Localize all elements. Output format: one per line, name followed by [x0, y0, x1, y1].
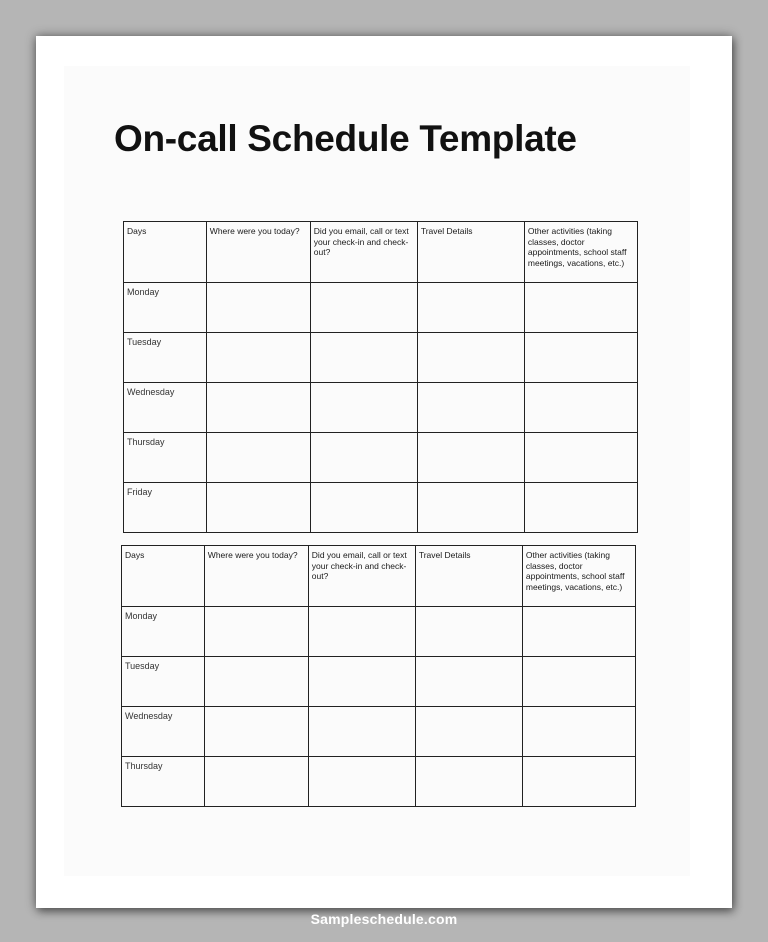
check-in-cell[interactable] — [308, 607, 415, 657]
day-label: Friday — [124, 483, 207, 533]
check-in-cell[interactable] — [310, 283, 417, 333]
location-cell[interactable] — [206, 333, 310, 383]
travel-cell[interactable] — [415, 607, 522, 657]
table-row — [124, 383, 638, 433]
table-row — [124, 433, 638, 483]
check-in-cell[interactable] — [308, 657, 415, 707]
location-cell[interactable] — [206, 283, 310, 333]
location-cell[interactable] — [204, 707, 308, 757]
header-travel: Travel Details — [415, 546, 522, 607]
header-row — [122, 546, 636, 607]
day-label: Thursday — [122, 757, 205, 807]
header-days: Days — [124, 222, 207, 283]
activities-cell[interactable] — [522, 707, 635, 757]
header-days: Days — [122, 546, 205, 607]
table-row — [122, 657, 636, 707]
check-in-cell[interactable] — [310, 483, 417, 533]
activities-cell[interactable] — [522, 607, 635, 657]
travel-cell[interactable] — [417, 283, 524, 333]
activities-cell[interactable] — [524, 433, 637, 483]
check-in-cell[interactable] — [310, 433, 417, 483]
header-check-in: Did you email, call or text your check-in and check-out? — [310, 222, 417, 283]
location-cell[interactable] — [204, 607, 308, 657]
header-check-in: Did you email, call or text your check-in and check-out? — [308, 546, 415, 607]
table-row — [124, 283, 638, 333]
location-cell[interactable] — [206, 383, 310, 433]
location-cell[interactable] — [204, 757, 308, 807]
day-label: Wednesday — [124, 383, 207, 433]
activities-cell[interactable] — [524, 383, 637, 433]
travel-cell[interactable] — [417, 383, 524, 433]
location-cell[interactable] — [206, 433, 310, 483]
activities-cell[interactable] — [524, 483, 637, 533]
day-label: Tuesday — [124, 333, 207, 383]
footer-watermark[interactable]: Sampleschedule.com — [310, 911, 458, 927]
table-row — [124, 333, 638, 383]
travel-cell[interactable] — [415, 707, 522, 757]
activities-cell[interactable] — [522, 657, 635, 707]
travel-cell[interactable] — [415, 757, 522, 807]
day-label: Thursday — [124, 433, 207, 483]
check-in-cell[interactable] — [310, 383, 417, 433]
header-location: Where were you today? — [206, 222, 310, 283]
header-other-activities: Other activities (taking classes, doctor appointments, school staff meetings, vacations, etc.) — [522, 546, 635, 607]
day-label: Monday — [124, 283, 207, 333]
activities-cell[interactable] — [524, 283, 637, 333]
table-row — [124, 483, 638, 533]
day-label: Monday — [122, 607, 205, 657]
travel-cell[interactable] — [415, 657, 522, 707]
travel-cell[interactable] — [417, 433, 524, 483]
page-title: On-call Schedule Template — [114, 118, 577, 159]
day-label: Tuesday — [122, 657, 205, 707]
travel-cell[interactable] — [417, 483, 524, 533]
activities-cell[interactable] — [522, 757, 635, 807]
table-row — [122, 707, 636, 757]
table-row — [122, 757, 636, 807]
activities-cell[interactable] — [524, 333, 637, 383]
header-row — [124, 222, 638, 283]
table-row — [122, 607, 636, 657]
header-travel: Travel Details — [417, 222, 524, 283]
header-location: Where were you today? — [204, 546, 308, 607]
schedule-table-2 — [121, 545, 636, 807]
location-cell[interactable] — [204, 657, 308, 707]
schedule-table-1 — [123, 221, 638, 533]
location-cell[interactable] — [206, 483, 310, 533]
day-label: Wednesday — [122, 707, 205, 757]
header-other-activities: Other activities (taking classes, doctor appointments, school staff meetings, vacations, etc.) — [524, 222, 637, 283]
check-in-cell[interactable] — [308, 707, 415, 757]
check-in-cell[interactable] — [310, 333, 417, 383]
travel-cell[interactable] — [417, 333, 524, 383]
check-in-cell[interactable] — [308, 757, 415, 807]
